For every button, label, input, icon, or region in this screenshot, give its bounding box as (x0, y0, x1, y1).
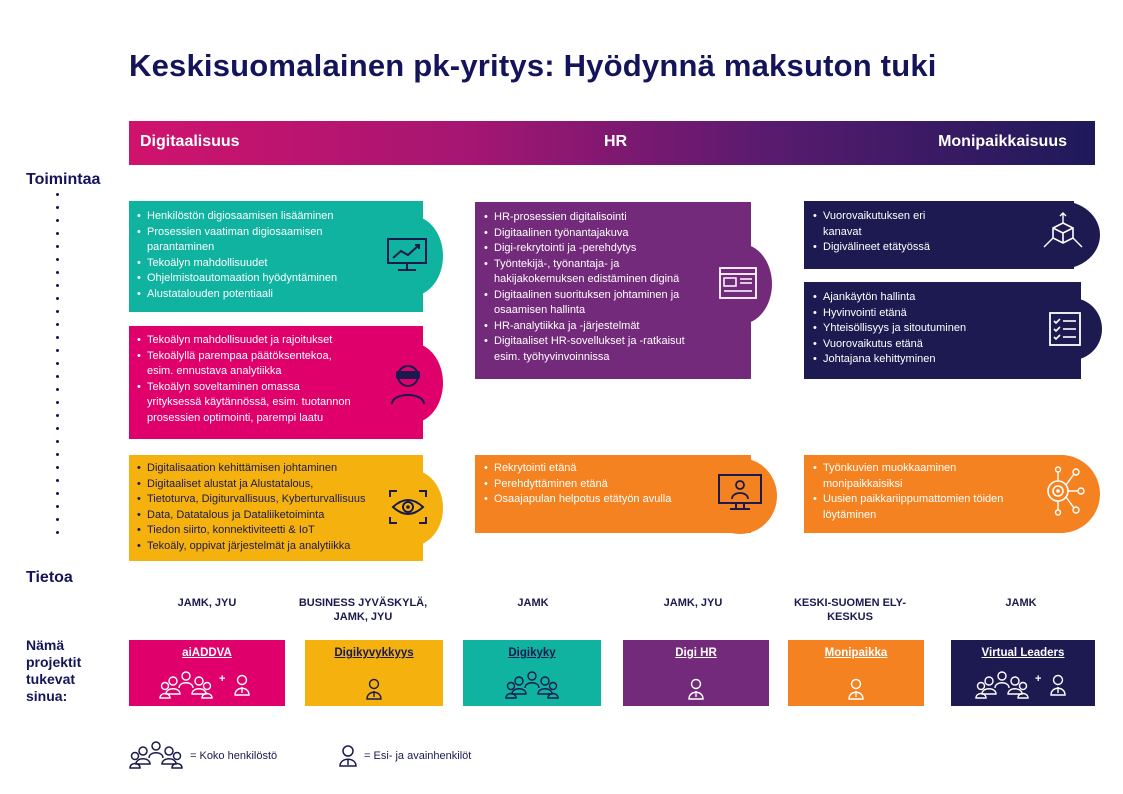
audience-icon (686, 674, 706, 700)
list-digi2 (137, 333, 357, 426)
box-moni3 (804, 455, 1064, 533)
plus-sign: + (1035, 673, 1042, 685)
moni1-item: • Vuorovaikutuksen eri kanavat (813, 209, 943, 240)
cube-3d-icon (1042, 211, 1084, 253)
project-link[interactable]: Virtual Leaders (981, 647, 1065, 659)
plus-sign: + (219, 673, 226, 685)
digi3-item: • Tekoäly, oppivat järjestelmät ja analytiikka (137, 539, 387, 555)
digi1-item: • Henkilöstön digiosaamisen lisääminen (137, 209, 347, 225)
project-tile[interactable] (129, 640, 285, 706)
list-moni2 (813, 290, 993, 368)
box-digi1 (129, 201, 423, 312)
hr2-item: • Rekrytointi etänä (484, 461, 704, 477)
hr2-item: • Perehdyttäminen etänä (484, 477, 704, 493)
eye-scan-icon (388, 489, 428, 525)
moni1-item: • Digivälineet etätyössä (813, 240, 943, 256)
digi3-item: • Digitalisaation kehittämisen johtaminen (137, 461, 387, 477)
key-person-legend-icon (338, 744, 358, 768)
moni3-item: • Uusien paikkariippumattomien töiden löytäminen (813, 492, 1028, 523)
digi3-item: • Data, Datatalous ja Dataliiketoiminta (137, 508, 387, 524)
hr1-item: • Digitaalinen työnantajakuva (484, 226, 700, 242)
hr1-item: • Digi-rekrytointi ja -perehdytys (484, 241, 700, 257)
hr1-item: • Digitaalinen suorituksen johtaminen ja osaamisen hallinta (484, 288, 700, 319)
box-moni2 (804, 282, 1081, 379)
project-tile[interactable] (623, 640, 769, 706)
project-tile[interactable] (951, 640, 1095, 706)
moni2-item: • Ajankäytön hallinta (813, 290, 993, 306)
project-link[interactable]: Digi HR (675, 647, 717, 659)
digi3-item: • Tietoturva, Digiturvallisuus, Kyberturvallisuus (137, 492, 387, 508)
axis-label-bottom: Tietoa (26, 569, 73, 586)
digi1-item: • Tekoälyn mahdollisuudet (137, 256, 347, 272)
hr1-item: • HR-prosessien digitalisointi (484, 210, 700, 226)
digi3-item: • Digitaaliset alustat ja Alustatalous, (137, 477, 387, 493)
digi1-item: • Alustatalouden potentiaali (137, 287, 347, 303)
box-hr2 (475, 455, 751, 533)
org-label: BUSINESS JYVÄSKYLÄ, JAMK, JYU (298, 597, 428, 623)
box-hr1 (475, 202, 751, 379)
org-label: JAMK (1005, 597, 1037, 609)
moni2-item: • Hyvinvointi etänä (813, 306, 993, 322)
hr1-item: • Työntekijä-, työnantaja- ja hakijakokemuksen edistäminen diginä (484, 257, 700, 288)
list-digi1 (137, 209, 347, 302)
legend-all-staff-text: = Koko henkilöstö (190, 750, 278, 762)
org-label: JAMK (517, 597, 549, 609)
all-staff-legend-icon (129, 740, 183, 770)
digi2-item: • Tekoälyllä parempaa päätöksentekoa, esim. ennustava analytiikka (137, 349, 357, 380)
moni2-item: • Johtajana kehittyminen (813, 352, 993, 368)
vr-headset-person-icon (388, 362, 428, 406)
hr1-item: • Digitaaliset HR-sovellukset ja -ratkaisut esim. työhyvinvoinnissa (484, 334, 700, 365)
project-tile[interactable] (788, 640, 924, 706)
project-link[interactable]: aiADDVA (182, 647, 232, 659)
banner-label-hr: HR (604, 133, 628, 150)
monitor-chart-icon (386, 237, 430, 273)
moni2-item: • Yhteisöllisyys ja sitoutuminen (813, 321, 993, 337)
axis-dotted-line (52, 193, 62, 553)
project-link[interactable]: Digikyvykkyys (334, 647, 414, 659)
project-link[interactable]: Digikyky (508, 647, 556, 659)
digi2-item: • Tekoälyn mahdollisuudet ja rajoitukset (137, 333, 357, 349)
org-label: JAMK, JYU (177, 597, 237, 609)
list-hr1 (484, 210, 700, 365)
org-label: JAMK, JYU (663, 597, 723, 609)
audience-icon (159, 670, 255, 700)
org-label: KESKI-SUOMEN ELY-KESKUS (793, 597, 907, 623)
banner-label-digitaalisuus: Digitaalisuus (140, 133, 240, 150)
audience-icon (846, 674, 866, 700)
audience-icon (975, 670, 1071, 700)
theme-banner (129, 121, 1095, 165)
audience-icon (505, 670, 559, 700)
project-link[interactable]: Monipaikka (824, 647, 888, 659)
hr2-item: • Osaajapulan helpotus etätyön avulla (484, 492, 704, 508)
page-title: Keskisuomalainen pk-yritys: Hyödynnä maksuton tuki (129, 48, 937, 83)
legend-key-person-text: = Esi- ja avainhenkilöt (364, 750, 472, 762)
digi1-item: • Prosessien vaatiman digiosaamisen parantaminen (137, 225, 347, 256)
box-moni1 (804, 201, 1074, 269)
list-moni1 (813, 209, 943, 256)
hr1-item: • HR-analytiikka ja -järjestelmät (484, 319, 700, 335)
banner-label-monipaikkaisuus: Monipaikkaisuus (938, 133, 1067, 150)
moni2-item: • Vuorovaikutus etänä (813, 337, 993, 353)
moni3-item: • Työnkuvien muokkaaminen monipaikkaisiksi (813, 461, 1028, 492)
digi1-item: • Ohjelmistoautomaation hyödyntäminen (137, 271, 347, 287)
box-digi3 (129, 455, 423, 561)
projects-label: Nämä projektit tukevat sinua: (26, 637, 82, 704)
project-tile[interactable] (463, 640, 601, 706)
list-moni3 (813, 461, 1028, 523)
video-call-icon (716, 472, 764, 512)
web-interface-icon (718, 266, 758, 302)
digi3-item: • Tiedon siirto, konnektiviteetti & IoT (137, 523, 387, 539)
box-digi2 (129, 326, 423, 439)
list-hr2 (484, 461, 704, 508)
audience-icon (364, 674, 384, 700)
network-target-icon (1040, 466, 1086, 516)
digi2-item: • Tekoälyn soveltaminen omassa yrityksessä käytännössä, esim. tuotannon prosessien optimointi, parempi laatu (137, 380, 357, 427)
list-digi3 (137, 461, 387, 554)
checklist-icon (1048, 311, 1082, 347)
project-tile[interactable] (305, 640, 443, 706)
axis-label-top: Toimintaa (26, 171, 101, 188)
